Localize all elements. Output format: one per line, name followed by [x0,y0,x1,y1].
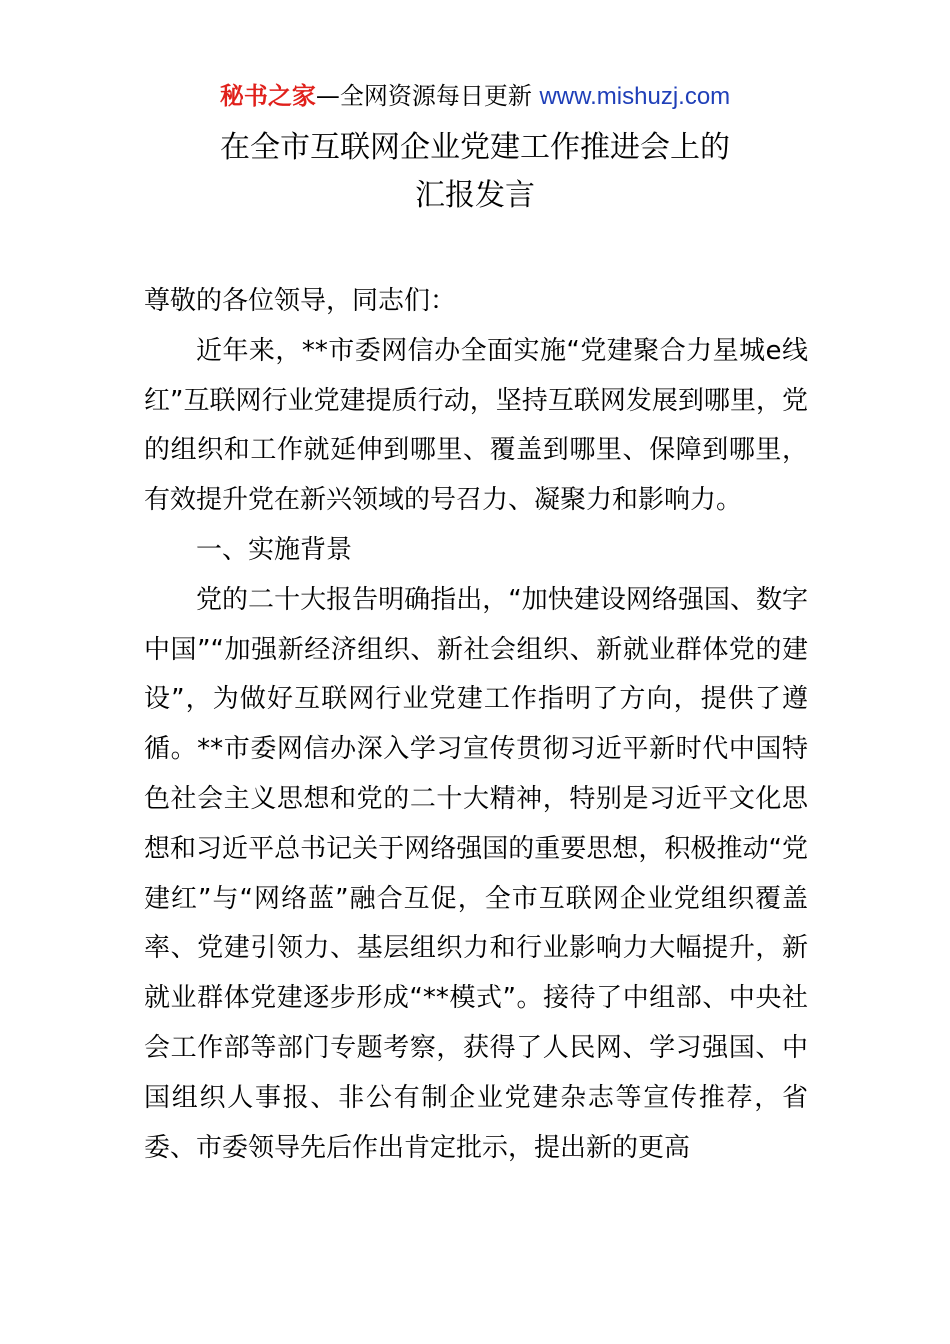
site-brand: 秘书之家 [219,82,316,110]
paragraph-background: 党的二十大报告明确指出，“加快建设网络强国、数字中国”“加强新经济组织、新社会组织、新就业群体党的建设”，为做好互联网行业党建工作指明了方向，提供了遵循。**市委网信办深入学习宣传贯彻习近平新时代中国特色社会主义思想和党的二十大精神，特别是习近平文化思想和习近平总书记关于网络强国的重要思想，积极推动“党建红”与“网络蓝”融合互促，全市互联网企业党组织覆盖率、党建引领力、基层组织力和行业影响力大幅提升，新就业群体党建逐步形成“**模式”。接待了中组部、中央社会工作部等部门专题考察，获得了人民网、学习强国、中国组织人事报、非公有制企业党建杂志等宣传推荐，省委、市委领导先后作出肯定批示，提出新的更高 [144,584,808,1163]
salutation: 尊敬的各位领导，同志们： [144,286,457,316]
site-url-link[interactable]: www.mishuzj.com [539,83,731,110]
section-heading-background: 一、实施背景 [196,534,353,565]
document-title-line-1: 在全市互联网企业党建工作推进会上的 [220,130,730,165]
paragraph-intro: 近年来，**市委网信办全面实施“党建聚合力星城e线红”互联网行业党建提质行动，坚持互联网发展到哪里，党的组织和工作就延伸到哪里、覆盖到哪里、保障到哪里，有效提升党在新兴领域的号召力、凝聚力和影响力。 [144,335,808,516]
document-body [144,277,808,1173]
site-header [0,80,950,113]
document-title-line-2: 汇报发言 [415,178,535,213]
site-tagline: —全网资源每日更新 [315,82,532,110]
